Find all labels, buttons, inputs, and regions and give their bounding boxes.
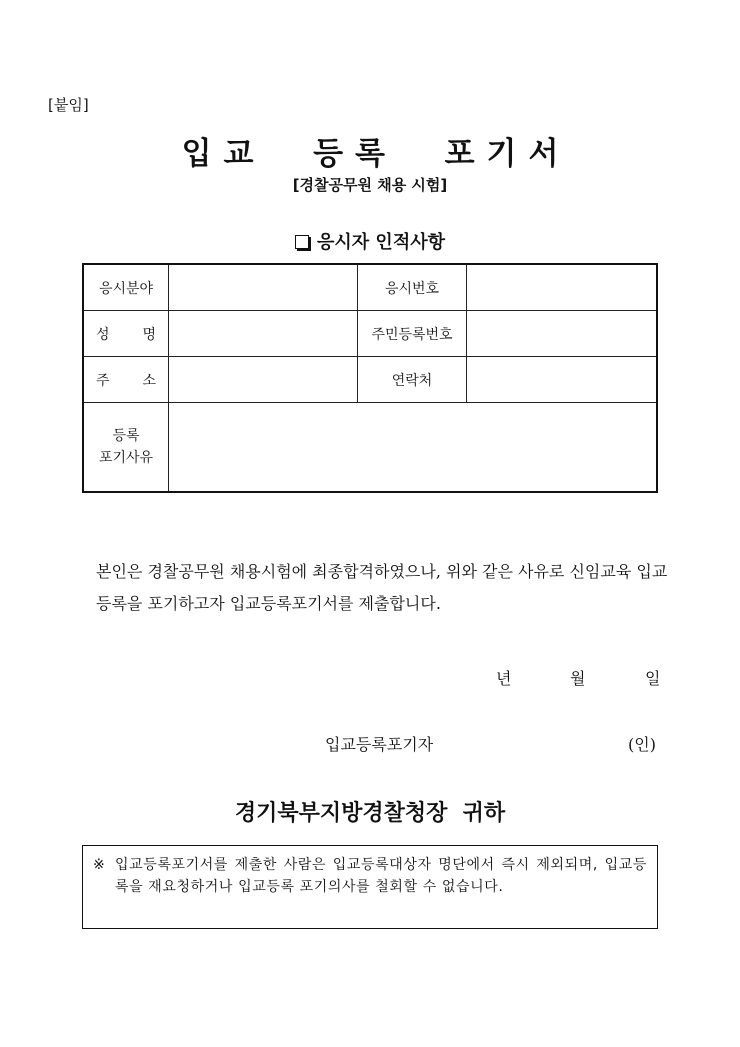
document-subtitle: [경찰공무원 채용 시험] [292,176,448,194]
attachment-tag: [붙임] [48,96,89,114]
reason-input[interactable] [169,403,658,493]
label-contact: 연락처 [358,357,467,403]
section-heading-text: 응시자 인적사항 [317,232,445,253]
label-exam-number: 응시번호 [358,264,467,311]
signer-label: 입교등록포기자 [325,735,434,754]
exam-number-input[interactable] [467,264,658,311]
title-part-1: 입 교 [181,136,254,172]
notice-box [82,845,658,929]
label-resident-number: 주민등록번호 [358,311,467,357]
date-year: 년 [496,669,512,688]
date-month: 월 [570,669,586,688]
checkbox-icon [295,235,309,249]
table-row [83,357,657,403]
contact-input[interactable] [467,357,658,403]
label-address-char-2: 소 [142,372,156,389]
name-input[interactable] [169,311,358,357]
label-reason [83,403,169,493]
seal-mark: (인) [628,735,656,754]
reason-label-line-1: 등록 [112,428,140,444]
label-address-char-1: 주 [96,372,110,389]
reference-mark-icon: ※ [93,857,106,873]
applicant-info-table [82,263,658,493]
label-address [83,357,169,403]
label-field: 응시분야 [83,264,169,311]
label-name [83,311,169,357]
table-row [83,311,657,357]
date-day: 일 [645,669,661,688]
label-name-char-1: 성 [96,326,110,343]
section-heading [0,228,740,254]
document-title [0,128,740,173]
address-input[interactable] [169,357,358,403]
field-value-input[interactable] [169,264,358,311]
addressee: 경기북부지방경찰청장 귀하 [234,800,506,826]
resident-number-input[interactable] [467,311,658,357]
declaration-text: 본인은 경찰공무원 채용시험에 최종합격하였으나, 위와 같은 사유로 신임교육 입교등록을 포기하고자 입교등록포기서를 제출합니다. [96,562,668,613]
title-part-3: 포 기 서 [444,136,559,172]
table-row [83,403,657,493]
title-part-2: 등 록 [313,136,385,172]
table-row [83,264,657,311]
label-name-char-2: 명 [142,326,156,343]
reason-label-line-2: 포기사유 [98,450,154,466]
notice-text: 입교등록포기서를 제출한 사람은 입교등록대상자 명단에서 즉시 제외되며, 입교등록을 재요청하거나 입교등록 포기의사를 철회할 수 없습니다. [115,857,647,895]
